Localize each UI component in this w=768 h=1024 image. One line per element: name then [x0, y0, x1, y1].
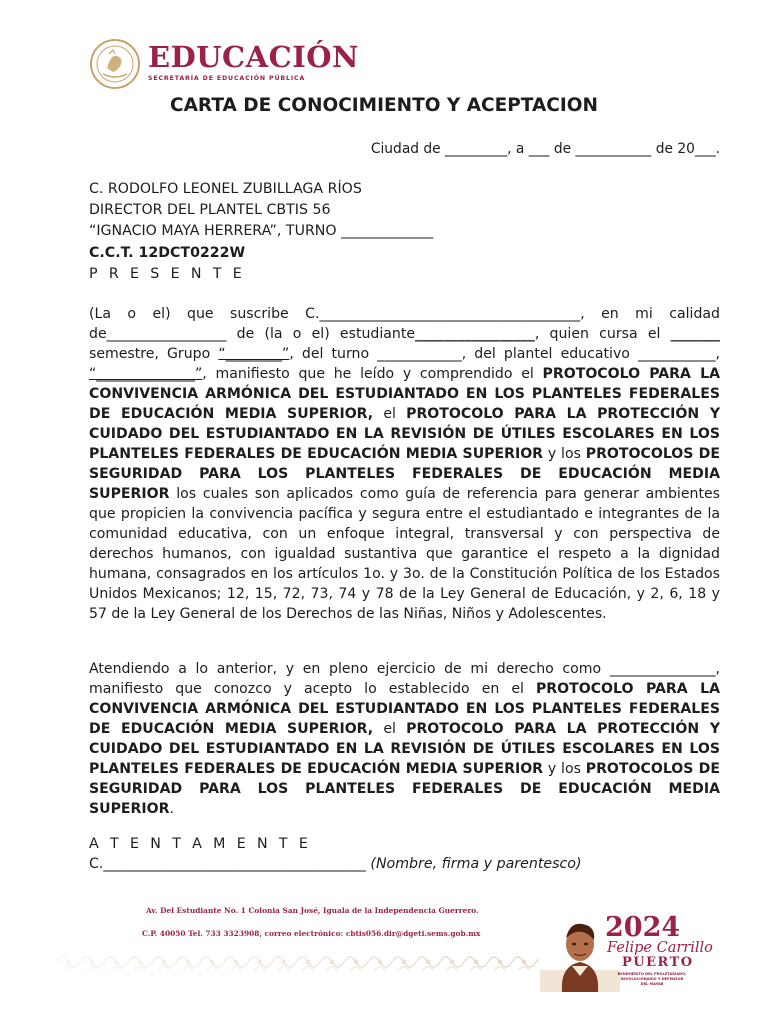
body-paragraph-1: (La o el) que suscribe C._____________________________________, en mi calidad de_________________ de (la o el) estudiante_________________, quien cursa el _______ semestre, Grupo “________”, del turno ____________, del plantel educativo ___________, “______________”, manifiesto que he leído y comprendido el PROTOCOLO PARA LA CONVIVENCIA ARMÓNICA DEL ESTUDIANTADO EN LOS PLANTELES FEDERALES DE EDUCACIÓN MEDIA SUPERIOR, el PROTOCOLO PARA LA PROTECCIÓN Y CUIDADO DEL ESTUDIANTADO EN LA REVISIÓN DE ÚTILES ESCOLARES EN LOS PLANTELES FEDERALES DE EDUCACIÓN MEDIA SUPERIOR y los PROTOCOLOS DE SEGURIDAD PARA LOS PLANTELES FEDERALES DE EDUCACIÓN MEDIA SUPERIOR los cuales son aplicados como guía de referencia para generar ambientes que propicien la convivencia pacífica y segura entre el estudiantado e integrantes de la comunidad educativa, con un enfoque integral, transversal y con perspectiva de derechos humanos, con igualdad sustantiva que garantice el respeto a la dignidad humana, consagrados en los artículos 1o. y 3o. de la Constitución Política de los Estados Unidos Mexicanos; 12, 15, 72, 73, 74 y 78 de la Ley General de Educación, y 2, 6, 18 y 57 de la Ley General de los Derechos de las Niñas, Niños y Adolescentes.: [89, 306, 721, 622]
brand-logo: [148, 40, 359, 82]
body-paragraph-2: Atendiendo a lo anterior, y en pleno ejercicio de mi derecho como _______________, manifiesto que conozco y acepto lo establecido en el PROTOCOLO PARA LA CONVIVENCIA ARMÓNICA DEL ESTUDIANTADO EN LOS PLANTELES FEDERALES DE EDUCACIÓN MEDIA SUPERIOR, el PROTOCOLO PARA LA PROTECCIÓN Y CUIDADO DEL ESTUDIANTADO EN LA REVISIÓN DE ÚTILES ESCOLARES EN LOS PLANTELES FEDERALES DE EDUCACIÓN MEDIA SUPERIOR y los PROTOCOLOS DE SEGURIDAD PARA LOS PLANTELES FEDERALES DE EDUCACIÓN MEDIA SUPERIOR.: [89, 661, 721, 817]
blank-semester[interactable]: _______: [670, 326, 720, 342]
city-date-line: Ciudad de _________, a ___ de ___________ de 20___.: [370, 141, 720, 157]
footer-contact: C.P. 40050 Tel. 733 3323908, correo electrónico: cbtis056.dir@dgeti.sems.gob.mx: [142, 929, 481, 938]
document-title: CARTA DE CONOCIMIENTO Y ACEPTACION: [170, 95, 598, 116]
signature-note: (Nombre, firma y parentesco): [370, 856, 582, 872]
atentamente-label: A T E N T A M E N T E: [89, 836, 312, 852]
blank-other[interactable]: “______________”: [89, 366, 203, 382]
addressee-name: C. RODOLFO LEONEL ZUBILLAGA RÍOS: [89, 181, 362, 197]
blank-role[interactable]: _______________: [609, 661, 716, 677]
brand-title: EDUCACIÓN: [148, 40, 360, 74]
signature-line: C._____________________________________ (Nombre, firma y parentesco): [89, 856, 582, 872]
blank-shift[interactable]: ____________: [377, 346, 462, 362]
puerto-label: PUERTO: [622, 955, 694, 970]
blank-group[interactable]: “________”: [218, 346, 290, 362]
protocol-2: PROTOCOLO PARA LA PROTECCIÓN Y CUIDADO DEL ESTUDIANTADO EN LA REVISIÓN DE ÚTILES ESCOLARES EN LOS PLANTELES FEDERALES DE EDUCACIÓN MEDIA SUPERIOR: [89, 721, 721, 777]
presente-label: P R E S E N T E: [89, 265, 246, 282]
protocol-3: PROTOCOLOS DE SEGURIDAD PARA LOS PLANTELES FEDERALES DE EDUCACIÓN MEDIA SUPERIOR: [89, 446, 720, 502]
brand-subtitle: SECRETARÍA DE EDUCACIÓN PÚBLICA: [148, 75, 306, 82]
addressee-position: DIRECTOR DEL PLANTEL CBTIS 56: [89, 202, 331, 219]
year-label: 2024: [605, 912, 681, 943]
footer-address: Av. Del Estudiante No. 1 Colonia San José, Iguala de la Independencia Guerrero.: [146, 906, 479, 915]
blank-relation[interactable]: _________________: [106, 326, 227, 342]
ornament-band-icon: [56, 950, 538, 974]
blank-student[interactable]: _________________: [415, 326, 535, 342]
blank-school[interactable]: ___________: [638, 346, 716, 362]
puerto-tagline: BENEMÉRITO DEL PROLETARIADO, REVOLUCIONARIO Y DEFENSOR DEL MAYAB: [617, 972, 687, 986]
protocol-2: PROTOCOLO PARA LA PROTECCIÓN Y CUIDADO DEL ESTUDIANTADO EN LA REVISIÓN DE ÚTILES ESCOLARES EN LOS PLANTELES FEDERALES DE EDUCACIÓN MEDIA SUPERIOR: [89, 406, 721, 462]
addressee-block: [89, 179, 433, 285]
protocol-3: PROTOCOLOS DE SEGURIDAD PARA LOS PLANTELES FEDERALES DE EDUCACIÓN MEDIA SUPERIOR: [89, 761, 720, 817]
felipe-carrillo-label: Felipe Carrillo: [607, 940, 713, 956]
cct-code: C.C.T. 12DCT0222W: [89, 244, 246, 261]
protocol-1: PROTOCOLO PARA LA CONVIVENCIA ARMÓNICA DEL ESTUDIANTADO EN LOS PLANTELES FEDERALES DE EDUCACIÓN MEDIA SUPERIOR,: [89, 366, 720, 422]
signature-blank[interactable]: _____________________________________: [103, 856, 366, 872]
blank-name[interactable]: _____________________________________: [319, 306, 581, 322]
protocol-1: PROTOCOLO PARA LA CONVIVENCIA ARMÓNICA DEL ESTUDIANTADO EN LOS PLANTELES FEDERALES DE EDUCACIÓN MEDIA SUPERIOR,: [89, 681, 721, 737]
addressee-school: “IGNACIO MAYA HERRERA”, TURNO _____________: [89, 223, 434, 240]
mexico-seal-icon: [89, 38, 141, 90]
